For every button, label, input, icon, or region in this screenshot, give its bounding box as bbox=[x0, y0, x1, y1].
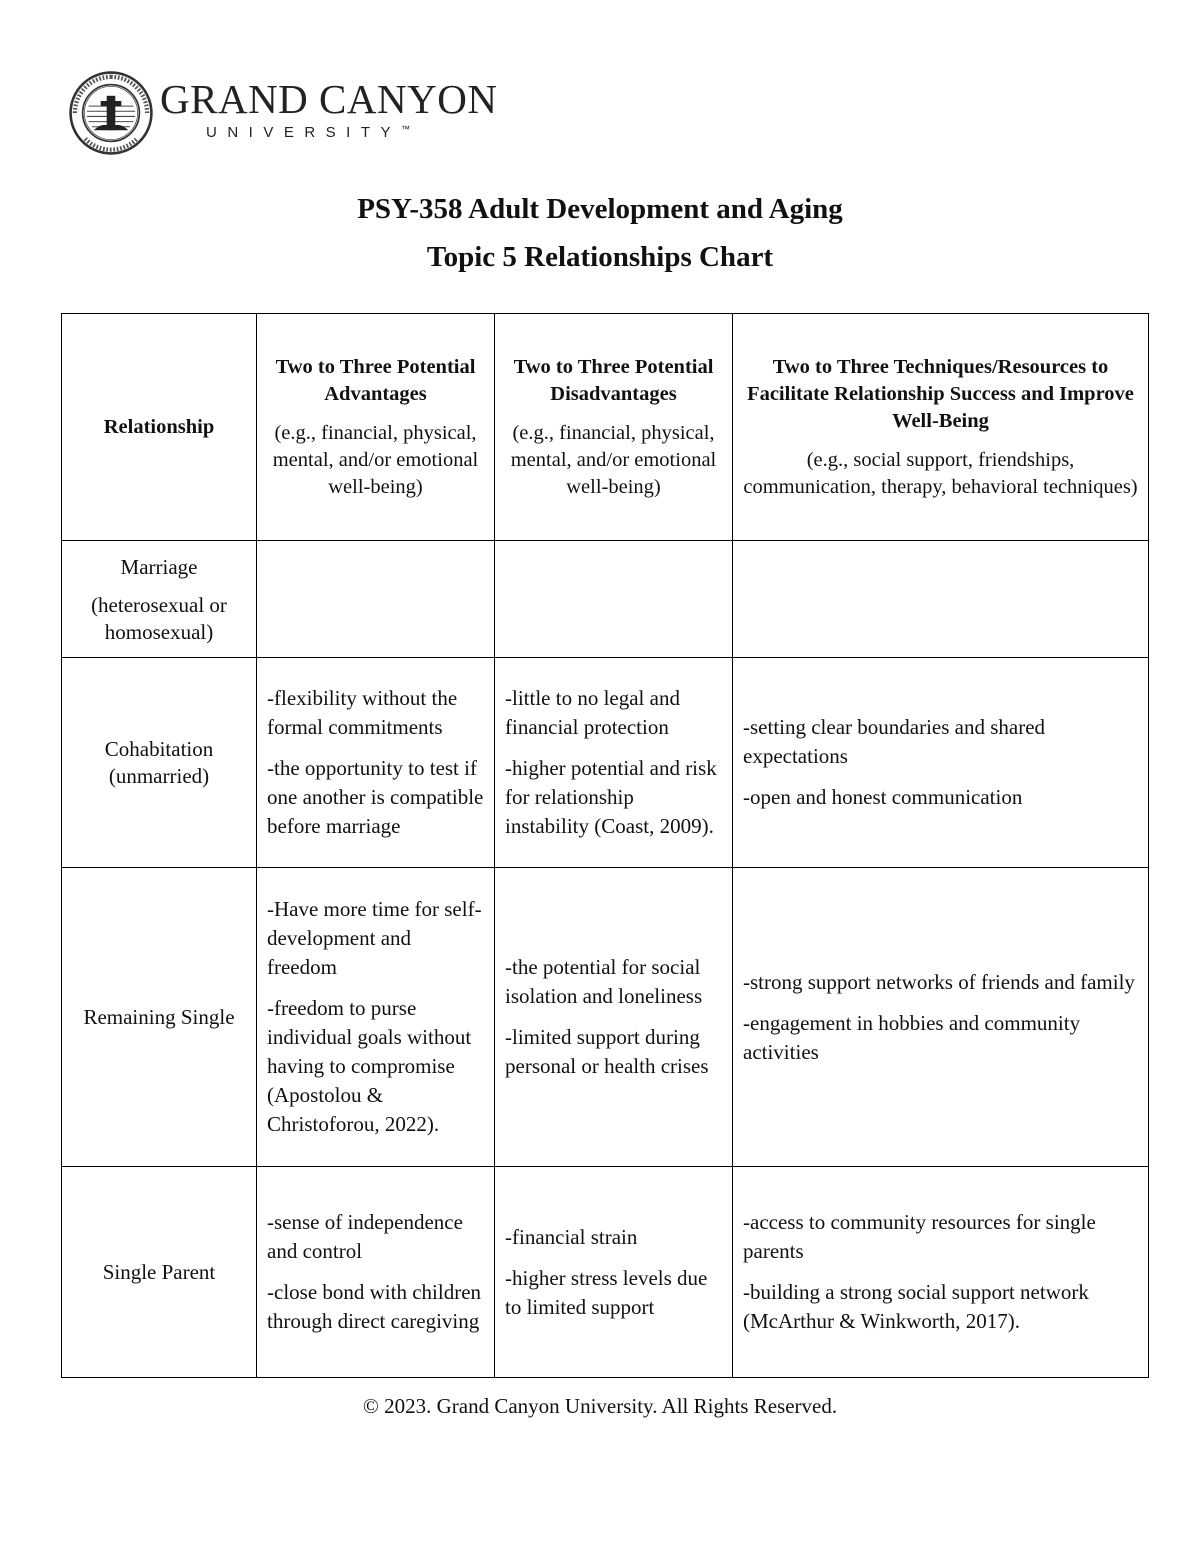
techniques-cell bbox=[733, 541, 1149, 658]
row-relationship-cell bbox=[62, 1167, 257, 1378]
header-advantages-label: Two to Three Potential Advantages bbox=[275, 355, 476, 405]
disadvantages-cell bbox=[495, 868, 733, 1167]
disadvantage-point: -little to no legal and financial protection bbox=[505, 686, 680, 739]
header-disadvantages bbox=[495, 314, 733, 541]
relationship-label: Remaining Single bbox=[83, 1004, 235, 1029]
technique-point: -engagement in hobbies and community activities bbox=[743, 1010, 1081, 1064]
document-title: PSY-358 Adult Development and Aging bbox=[357, 193, 843, 225]
advantage-point: -close bond with children through direct caregiving bbox=[267, 1280, 482, 1333]
techniques-cell bbox=[733, 868, 1149, 1167]
technique-point: -open and honest communication bbox=[743, 785, 1023, 809]
document-subtitle: Topic 5 Relationships Chart bbox=[426, 241, 774, 273]
advantage-point: -flexibility without the formal commitments bbox=[267, 686, 458, 739]
disadvantage-point: -limited support during personal or health crises bbox=[505, 1025, 709, 1078]
header-relationship-label: Relationship bbox=[103, 415, 215, 438]
advantages-cell bbox=[257, 541, 495, 658]
disadvantage-point: -financial strain bbox=[505, 1224, 638, 1249]
header-relationship bbox=[62, 314, 257, 541]
disadvantages-cell bbox=[495, 658, 733, 868]
header-advantages-example: (e.g., financial, physical, mental, and/or emotional well-being) bbox=[272, 421, 479, 498]
relationship-sublabel: (heterosexual or homosexual) bbox=[91, 592, 227, 644]
university-logo bbox=[68, 70, 497, 156]
advantage-point: -Have more time for self-development and freedom bbox=[267, 897, 482, 979]
technique-point: -strong support networks of friends and family bbox=[743, 969, 1135, 994]
technique-point: -building a strong social support network (McArthur & Winkworth, 2017). bbox=[743, 1280, 1089, 1333]
logo-trademark: ™ bbox=[401, 124, 411, 134]
disadvantage-point: -the potential for social isolation and loneliness bbox=[505, 955, 703, 1008]
technique-point: -setting clear boundaries and shared expectations bbox=[743, 715, 1046, 768]
disadvantage-point: -higher potential and risk for relationship instability (Coast, 2009). bbox=[505, 756, 717, 838]
university-seal-icon bbox=[68, 70, 154, 156]
relationship-label: Single Parent bbox=[102, 1259, 216, 1284]
relationship-label: Marriage bbox=[120, 554, 198, 579]
relationships-chart-table bbox=[61, 313, 1149, 1378]
header-disadvantages-label: Two to Three Potential Disadvantages bbox=[513, 355, 714, 405]
table-row bbox=[62, 868, 1149, 1167]
header-techniques-example: (e.g., social support, friendships, communication, therapy, behavioral techniques) bbox=[743, 448, 1138, 498]
table-header-row bbox=[62, 314, 1149, 541]
advantages-cell bbox=[257, 658, 495, 868]
table-row bbox=[62, 658, 1149, 868]
logo-main-text: GRAND CANYON bbox=[160, 76, 498, 122]
table-row bbox=[62, 1167, 1149, 1378]
advantages-cell bbox=[257, 1167, 495, 1378]
row-relationship-cell bbox=[62, 658, 257, 868]
copyright-footer: © 2023. Grand Canyon University. All Rights Reserved. bbox=[362, 1394, 838, 1418]
row-relationship-cell bbox=[62, 868, 257, 1167]
header-disadvantages-example: (e.g., financial, physical, mental, and/or emotional well-being) bbox=[510, 421, 717, 498]
technique-point: -access to community resources for single parents bbox=[743, 1210, 1096, 1263]
disadvantages-cell bbox=[495, 1167, 733, 1378]
row-relationship-cell bbox=[62, 541, 257, 658]
logo-wordmark bbox=[160, 76, 498, 141]
advantage-point: -freedom to purse individual goals without having to compromise (Apostolou & Christoforou, 2022). bbox=[267, 996, 472, 1136]
advantage-point: -the opportunity to test if one another is compatible before marriage bbox=[267, 756, 484, 838]
header-techniques bbox=[733, 314, 1149, 541]
relationship-label: Cohabitation (unmarried) bbox=[104, 736, 214, 788]
header-techniques-label: Two to Three Techniques/Resources to Facilitate Relationship Success and Improve Well-Being bbox=[747, 355, 1134, 432]
header-advantages bbox=[257, 314, 495, 541]
disadvantage-point: -higher stress levels due to limited support bbox=[505, 1265, 708, 1319]
logo-sub-text bbox=[206, 124, 497, 141]
advantages-cell bbox=[257, 868, 495, 1167]
disadvantages-cell bbox=[495, 541, 733, 658]
advantage-point: -sense of independence and control bbox=[267, 1210, 463, 1263]
techniques-cell bbox=[733, 658, 1149, 868]
techniques-cell bbox=[733, 1167, 1149, 1378]
table-row bbox=[62, 541, 1149, 658]
logo-sub-word: UNIVERSITY bbox=[206, 124, 402, 141]
